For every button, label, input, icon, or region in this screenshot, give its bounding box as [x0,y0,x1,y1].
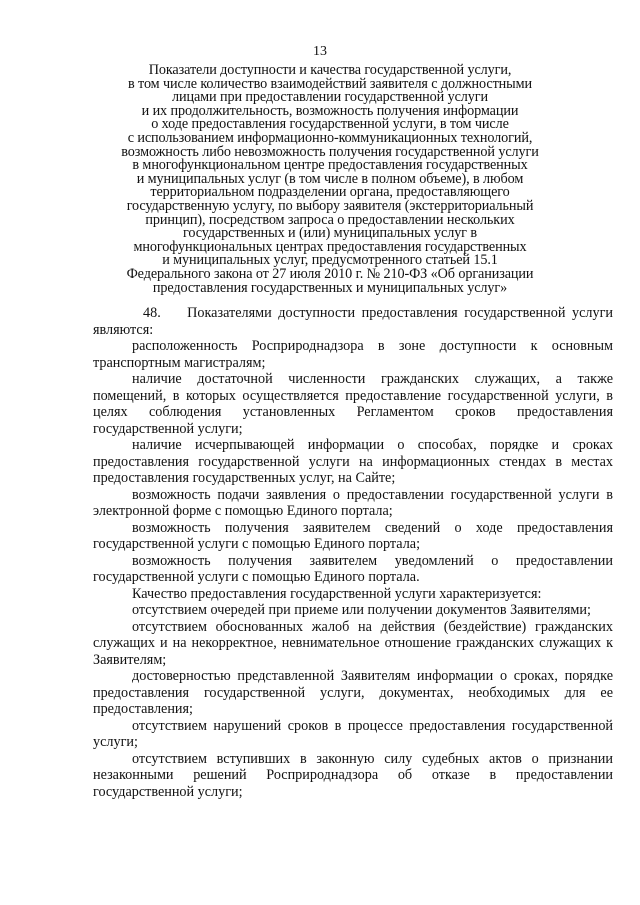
paragraph: 48. Показателями доступности предоставления государственной услуги являются: [93,305,613,338]
paragraph: отсутствием очередей при приеме или получении документов Заявителями; [132,602,591,618]
paragraph: достоверностью представленной Заявителям информации о сроках, порядке предоставления государственной услуги, документах, необходимых для ее предоставления; [93,668,613,717]
section-heading: Показатели доступности и качества государственной услуги, в том числе количество взаимодействий заявителя с должностными лицами при предоставлении государственной услуги и их продолжительность, возможность получения информации о ходе предоставления государственной услуги, в том числе с использованием информационно-коммуникационных технологий, возможность либо невозможность получения государственной услуги в многофункциональном центре предоставления государственных и муниципальных услуг (в том числе в полном объеме), в любом территориальном подразделении органа, предоставляющего государственную услугу, по выбору заявителя (экстерриториальный принцип), посредством запроса о предоставлении нескольких государственных и (или) муниципальных услуг в многофункциональных центрах предоставления государственных и муниципальных услуг, предусмотренного статьей 15.1 Федерального закона от 27 июля 2010 г. № 210-ФЗ «Об организации предоставления государственных и муниципальных услуг» [121,62,539,296]
paragraph: возможность подачи заявления о предоставлении государственной услуги в электронной форме с помощью Единого портала; [93,486,613,519]
paragraph: расположенность Росприроднадзора в зоне доступности к основным транспортным магистралям; [93,338,613,371]
paragraph: возможность получения заявителем уведомлений о предоставлении государственной услуги с помощью Единого портала. [93,552,613,585]
paragraph: наличие исчерпывающей информации о способах, порядке и сроках предоставления государственной услуги на информационных стендах в местах предоставления государственных услуг, на Сайте; [93,437,613,486]
page-number: 13 [313,44,327,59]
paragraph: Качество предоставления государственной услуги характеризуется: [132,585,542,602]
paragraph: отсутствием нарушений сроков в процессе предоставления государственной услуги; [93,717,613,750]
document-body [93,305,613,800]
paragraph: возможность получения заявителем сведений о ходе предоставления государственной услуги с помощью Единого портала; [93,519,613,552]
paragraph: наличие достаточной численности гражданских служащих, а также помещений, в которых осуществляется предоставление государственной услуги, в целях соблюдения установленных Регламентом сроков предоставления государственной услуги; [93,371,613,437]
paragraph: отсутствием вступивших в законную силу судебных актов о признании незаконными решений Росприроднадзора об отказе в предоставлении государственной услуги; [93,750,613,800]
paragraph: отсутствием обоснованных жалоб на действия (бездействие) гражданских служащих и на некорректное, невнимательное отношение гражданских служащих к Заявителям; [93,618,613,668]
